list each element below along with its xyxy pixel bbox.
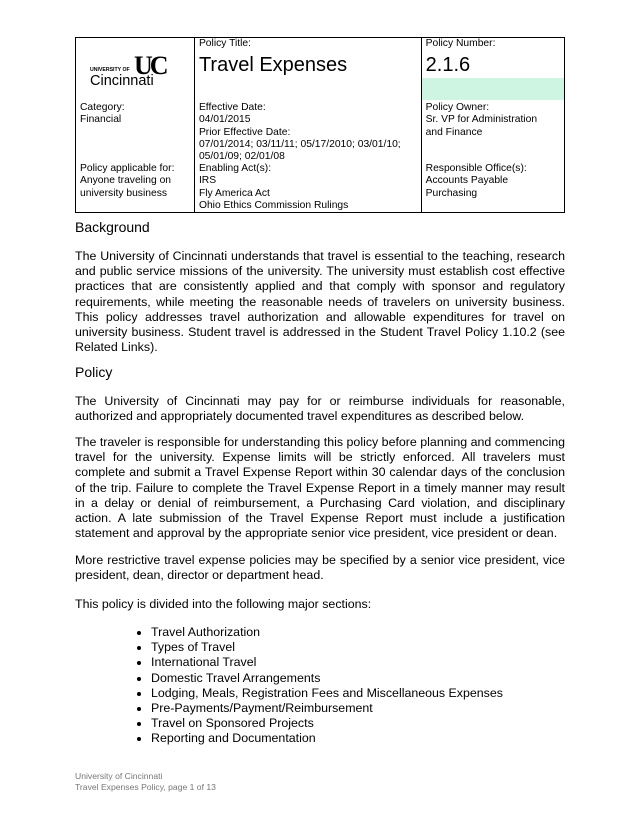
logo-mark: UC xyxy=(134,52,166,80)
category-label: Category: xyxy=(80,102,125,114)
policy-number-highlight xyxy=(422,78,564,100)
enabling-value-3: Ohio Ethics Commission Rulings xyxy=(198,199,349,211)
list-item: • Reporting and Documentation xyxy=(151,731,503,746)
applicable-value-1: Anyone traveling on xyxy=(80,175,172,187)
applicable-label: Policy applicable for: xyxy=(80,163,175,175)
footer-line-1: University of Cincinnati xyxy=(75,771,163,781)
list-item: • Lodging, Meals, Registration Fees and Miscellaneous Expenses xyxy=(151,686,503,701)
policy-number: 2.1.6 xyxy=(425,54,471,77)
enabling-acts-cell xyxy=(194,163,421,212)
logo-top-text: UNIVERSITY OF xyxy=(90,67,130,73)
prior-effective-value-1: 07/01/2014; 03/11/11; 05/17/2010; 03/01/10; xyxy=(198,138,401,150)
policy-paragraph-3: More restrictive travel expense policies may be specified by a senior vice president, vice president, dean, director or department head. xyxy=(75,553,565,583)
list-item: • Travel on Sponsored Projects xyxy=(151,716,503,731)
owner-value-2: and Finance xyxy=(425,126,483,138)
list-item: • Types of Travel xyxy=(151,640,503,655)
enabling-value-2: Fly America Act xyxy=(198,187,270,199)
owner-value-1: Sr. VP for Administration xyxy=(425,114,538,126)
owner-label: Policy Owner: xyxy=(425,102,490,114)
responsible-office-cell xyxy=(421,163,564,212)
logo-cell xyxy=(76,38,195,101)
background-heading: Background xyxy=(75,219,150,235)
logo-main-text: Cincinnati xyxy=(90,73,154,88)
policy-title-label: Policy Title: xyxy=(198,38,252,49)
policy-heading: Policy xyxy=(75,364,113,380)
footer-line-2: Travel Expenses Policy, page 1 of 13 xyxy=(75,782,216,792)
policy-title-cell xyxy=(194,38,421,101)
prior-effective-label: Prior Effective Date: xyxy=(198,126,291,138)
responsible-value-2: Purchasing xyxy=(425,187,478,199)
policy-title: Travel Expenses xyxy=(198,54,348,77)
policy-number-label: Policy Number: xyxy=(425,38,496,49)
policy-paragraph-2: The traveler is responsible for understanding this policy before planning and commencing travel for the university. Expense limits will be strictly enforced. All travelers must complete and submit a Travel Expense Report within 30 calendar days of the conclusion of the trip. Failure to complete the Travel Expense Report in a timely manner may result in a delay or denial of reimbursement, a Purchasing Card violation, and disciplinary action. A late submission of the Travel Expense Report must include a justification statement and approval by the appropriate senior vice president, vice president or dean. xyxy=(75,435,565,541)
prior-effective-value-2: 05/01/09; 02/01/08 xyxy=(198,151,285,163)
effective-date-cell xyxy=(194,100,421,163)
enabling-value-1: IRS xyxy=(198,175,217,187)
category-value: Financial xyxy=(80,114,122,126)
applicable-value-2: university business xyxy=(80,187,167,199)
category-cell xyxy=(76,100,195,163)
university-logo xyxy=(90,52,180,88)
list-item: • Pre-Payments/Payment/Reimbursement xyxy=(151,701,503,716)
list-item: • Domestic Travel Arrangements xyxy=(151,671,503,686)
policy-owner-cell xyxy=(421,100,564,163)
page-footer xyxy=(75,771,216,793)
background-paragraph: The University of Cincinnati understands that travel is essential to the teaching, research and public service missions of the university. The university must establish cost effective practices that are consistently applied and that comply with sponsor and regulatory requirements, while meeting the reasonable needs of travelers on university business. This policy addresses travel authorization and allowable expenditures for travel on university business. Student travel is addressed in the Student Travel Policy 1.10.2 (see Related Links). xyxy=(75,249,565,355)
list-item: • International Travel xyxy=(151,655,503,670)
policy-paragraph-1: The University of Cincinnati may pay for or reimburse individuals for reasonable, authorized and appropriately documented travel expenditures as described below. xyxy=(75,394,565,424)
applicable-cell xyxy=(76,163,195,212)
policy-number-cell xyxy=(421,38,564,101)
effective-date-value: 04/01/2015 xyxy=(198,114,251,126)
policy-paragraph-4: This policy is divided into the following major sections: xyxy=(75,597,372,611)
effective-date-label: Effective Date: xyxy=(198,102,266,114)
list-item: • Travel Authorization xyxy=(151,625,503,640)
responsible-label: Responsible Office(s): xyxy=(425,163,527,175)
enabling-label: Enabling Act(s): xyxy=(198,163,272,175)
responsible-value-1: Accounts Payable xyxy=(425,175,509,187)
policy-header-table xyxy=(75,37,565,213)
sections-list xyxy=(115,625,503,747)
